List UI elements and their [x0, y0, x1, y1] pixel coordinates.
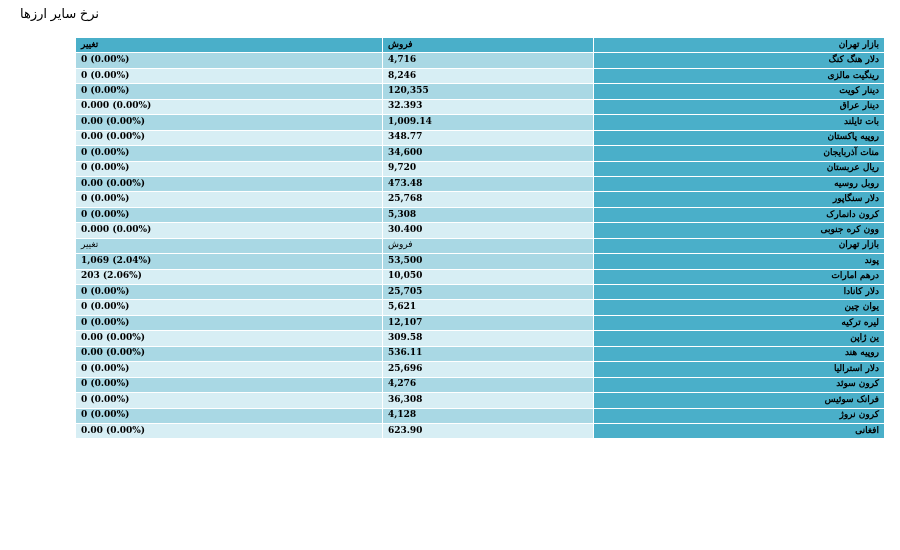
currency-name: دلار هنگ کنگ: [594, 53, 884, 67]
currency-sell-price: 34,600: [383, 146, 593, 160]
currency-sell-price: 4,716: [383, 53, 593, 67]
currency-sell-price: 32.393: [383, 100, 593, 114]
currency-name: پوند: [594, 254, 884, 268]
currency-change: 0.00 (0.00%): [76, 131, 382, 145]
currency-change: 0 (0.00%): [76, 192, 382, 206]
currency-sell-price: 25,768: [383, 192, 593, 206]
currency-sell-price: 9,720: [383, 162, 593, 176]
currency-name: یوان چین: [594, 300, 884, 314]
currency-row: [76, 53, 884, 67]
currency-name: روپیه هند: [594, 347, 884, 361]
currency-sell-price: 25,705: [383, 285, 593, 299]
currency-row: [76, 84, 884, 98]
currency-sell-price: 473.48: [383, 177, 593, 191]
currency-change: 1,069 (2.04%): [76, 254, 382, 268]
table-header-row: [76, 38, 884, 52]
currency-sell-price: 53,500: [383, 254, 593, 268]
currency-row: [76, 393, 884, 407]
currency-name: فرانک سوئیس: [594, 393, 884, 407]
currency-sell-price: 309.58: [383, 331, 593, 345]
currency-change: 0 (0.00%): [76, 285, 382, 299]
currency-change: 0.00 (0.00%): [76, 347, 382, 361]
currency-change: 0 (0.00%): [76, 208, 382, 222]
currency-change: 0 (0.00%): [76, 393, 382, 407]
currency-row: [76, 192, 884, 206]
currency-sell-price: 536.11: [383, 347, 593, 361]
currency-change: 0.00 (0.00%): [76, 424, 382, 438]
currency-row: [76, 100, 884, 114]
currency-change: 0 (0.00%): [76, 409, 382, 423]
currency-change: 0 (0.00%): [76, 300, 382, 314]
page-title: نرخ سایر ارزها: [20, 6, 100, 21]
currency-sell-price: 1,009.14: [383, 115, 593, 129]
currency-row: [76, 146, 884, 160]
currency-name: دلار سنگاپور: [594, 192, 884, 206]
currency-row: [76, 208, 884, 222]
table-subheader-row: [76, 239, 884, 253]
currency-name: دلار استرالیا: [594, 362, 884, 376]
currency-name: ریال عربستان: [594, 162, 884, 176]
currency-row: [76, 331, 884, 345]
currency-name: دینار کویت: [594, 84, 884, 98]
subheader-market: بازار تهران: [594, 239, 884, 253]
subheader-change: تغییر: [76, 239, 382, 253]
currency-sell-price: 8,246: [383, 69, 593, 83]
currency-name: دینار عراق: [594, 100, 884, 114]
header-change: تغییر: [76, 38, 382, 52]
currency-row: [76, 177, 884, 191]
currency-row: [76, 254, 884, 268]
currency-change: 0.000 (0.00%): [76, 100, 382, 114]
currency-sell-price: 5,621: [383, 300, 593, 314]
currency-change: 0.00 (0.00%): [76, 331, 382, 345]
currency-change: 0 (0.00%): [76, 69, 382, 83]
currency-row: [76, 316, 884, 330]
currency-change: 0 (0.00%): [76, 362, 382, 376]
currency-name: درهم امارات: [594, 270, 884, 284]
currency-name: ین ژاپن: [594, 331, 884, 345]
currency-name: منات آذربایجان: [594, 146, 884, 160]
currency-row: [76, 300, 884, 314]
currency-name: کرون سوئد: [594, 378, 884, 392]
header-market: بازار تهران: [594, 38, 884, 52]
currency-change: 0 (0.00%): [76, 146, 382, 160]
currency-change: 203 (2.06%): [76, 270, 382, 284]
currency-sell-price: 623.90: [383, 424, 593, 438]
currency-sell-price: 12,107: [383, 316, 593, 330]
currency-name: روبل روسیه: [594, 177, 884, 191]
currency-name: کرون دانمارک: [594, 208, 884, 222]
currency-row: [76, 223, 884, 237]
currency-change: 0.000 (0.00%): [76, 223, 382, 237]
currency-row: [76, 285, 884, 299]
currency-name: وون کره جنوبی: [594, 223, 884, 237]
currency-name: دلار کانادا: [594, 285, 884, 299]
currency-row: [76, 131, 884, 145]
currency-change: 0.00 (0.00%): [76, 177, 382, 191]
currency-change: 0 (0.00%): [76, 84, 382, 98]
currency-sell-price: 120,355: [383, 84, 593, 98]
currency-row: [76, 69, 884, 83]
header-sell: فروش: [383, 38, 593, 52]
currency-row: [76, 424, 884, 438]
currency-name: افغانی: [594, 424, 884, 438]
currency-sell-price: 4,128: [383, 409, 593, 423]
currency-sell-price: 348.77: [383, 131, 593, 145]
currency-row: [76, 409, 884, 423]
currency-change: 0.00 (0.00%): [76, 115, 382, 129]
currency-sell-price: 5,308: [383, 208, 593, 222]
currency-sell-price: 10,050: [383, 270, 593, 284]
currency-name: رینگیت مالزی: [594, 69, 884, 83]
currency-change: 0 (0.00%): [76, 378, 382, 392]
currency-row: [76, 162, 884, 176]
currency-row: [76, 362, 884, 376]
currency-rates-table: [75, 37, 885, 439]
currency-name: روپیه پاکستان: [594, 131, 884, 145]
currency-row: [76, 347, 884, 361]
currency-sell-price: 4,276: [383, 378, 593, 392]
currency-change: 0 (0.00%): [76, 162, 382, 176]
currency-change: 0 (0.00%): [76, 316, 382, 330]
subheader-sell: فروش: [383, 239, 593, 253]
currency-name: کرون نروژ: [594, 409, 884, 423]
currency-row: [76, 378, 884, 392]
currency-sell-price: 30.400: [383, 223, 593, 237]
currency-sell-price: 25,696: [383, 362, 593, 376]
currency-name: لیره ترکیه: [594, 316, 884, 330]
currency-row: [76, 115, 884, 129]
currency-sell-price: 36,308: [383, 393, 593, 407]
currency-row: [76, 270, 884, 284]
currency-change: 0 (0.00%): [76, 53, 382, 67]
currency-name: بات تایلند: [594, 115, 884, 129]
